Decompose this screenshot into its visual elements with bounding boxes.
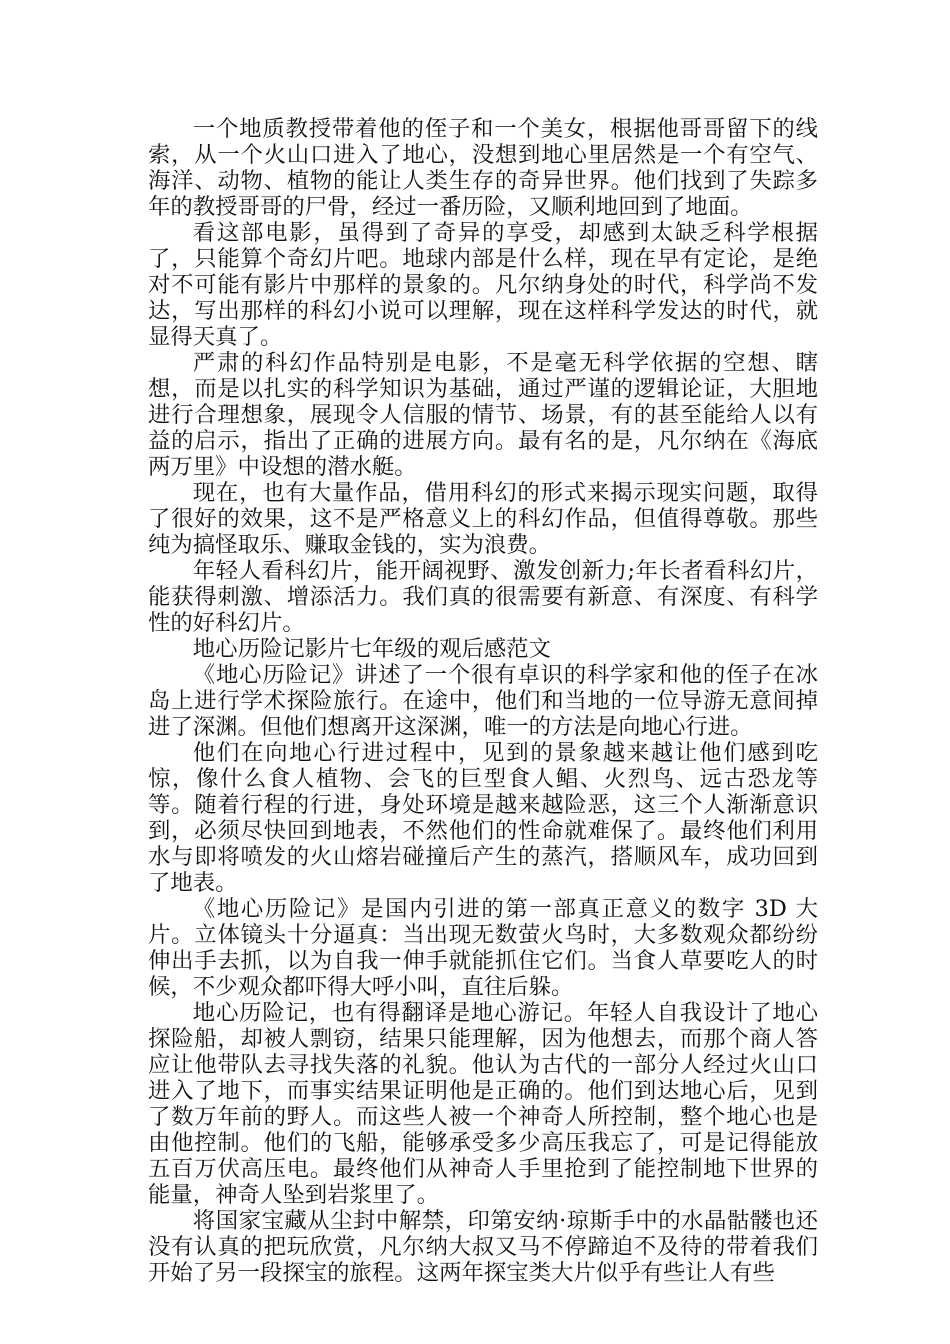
paragraph-7: 他们在向地心行进过程中，见到的景象越来越让他们感到吃惊，像什么食人植物、会飞的巨型食人鲳、火烈鸟、远古恐龙等等。随着行程的行进，身处环境是越来越险恶，这三个人渐渐意识到，必须尽快回到地表，不然他们的性命就难保了。最终他们利用水与即将喷发的火山熔岩碰撞后产生的蒸汽，搭顺风车，成功回到了地表。	[148, 740, 818, 896]
document-page	[148, 116, 818, 1286]
section-heading: 地心历险记影片七年级的观后感范文	[192, 636, 552, 662]
paragraph-10: 将国家宝藏从尘封中解禁，印第安纳·琼斯手中的水晶骷髅也还没有认真的把玩欣赏，凡尔纳大叔又马不停蹄迫不及待的带着我们开始了另一段探宝的旅程。这两年探宝类大片似乎有些让人有些	[148, 1208, 818, 1286]
paragraph-6: 《地心历险记》讲述了一个很有卓识的科学家和他的侄子在冰岛上进行学术探险旅行。在途中，他们和当地的一位导游无意间掉进了深渊。但他们想离开这深渊，唯一的方法是向地心行进。	[148, 662, 818, 740]
paragraph-1: 一个地质教授带着他的侄子和一个美女，根据他哥哥留下的线索，从一个火山口进入了地心，没想到地心里居然是一个有空气、海洋、动物、植物的能让人类生存的奇异世界。他们找到了失踪多年的教授哥哥的尸骨，经过一番历险，又顺利地回到了地面。	[148, 116, 818, 220]
paragraph-3: 严肃的科幻作品特别是电影，不是毫无科学依据的空想、瞎想，而是以扎实的科学知识为基础，通过严谨的逻辑论证，大胆地进行合理想象，展现令人信服的情节、场景，有的甚至能给人以有益的启示，指出了正确的进展方向。最有名的是，凡尔纳在《海底两万里》中设想的潜水艇。	[148, 350, 818, 480]
paragraph-9: 地心历险记，也有得翻译是地心游记。年轻人自我设计了地心探险船，却被人剽窃，结果只能理解，因为他想去，而那个商人答应让他带队去寻找失落的礼貌。他认为古代的一部分人经过火山口进入了地下，而事实结果证明他是正确的。他们到达地心后，见到了数万年前的野人。而这些人被一个神奇人所控制，整个地心也是由他控制。他们的飞船，能够承受多少高压我忘了，可是记得能放五百万伏高压电。最终他们从神奇人手里抢到了能控制地下世界的能量，神奇人坠到岩浆里了。	[148, 1000, 818, 1208]
paragraph-2: 看这部电影，虽得到了奇异的享受，却感到太缺乏科学根据了，只能算个奇幻片吧。地球内部是什么样，现在早有定论，是绝对不可能有影片中那样的景象的。凡尔纳身处的时代，科学尚不发达，写出那样的科幻小说可以理解，现在这样科学发达的时代，就显得天真了。	[148, 220, 818, 350]
paragraph-5: 年轻人看科幻片，能开阔视野、激发创新力;年长者看科幻片，能获得刺激、增添活力。我们真的很需要有新意、有深度、有科学性的好科幻片。	[148, 558, 818, 636]
paragraph-8: 《地心历险记》是国内引进的第一部真正意义的数字 3D 大片。立体镜头十分逼真：当出现无数萤火鸟时，大多数观众都纷纷伸出手去抓，以为自我一伸手就能抓住它们。当食人草要吃人的时候，不少观众都吓得大呼小叫，直往后躲。	[148, 896, 818, 1000]
paragraph-4: 现在，也有大量作品，借用科幻的形式来揭示现实问题，取得了很好的效果，这不是严格意义上的科幻作品，但值得尊敬。那些纯为搞怪取乐、赚取金钱的，实为浪费。	[148, 480, 818, 558]
